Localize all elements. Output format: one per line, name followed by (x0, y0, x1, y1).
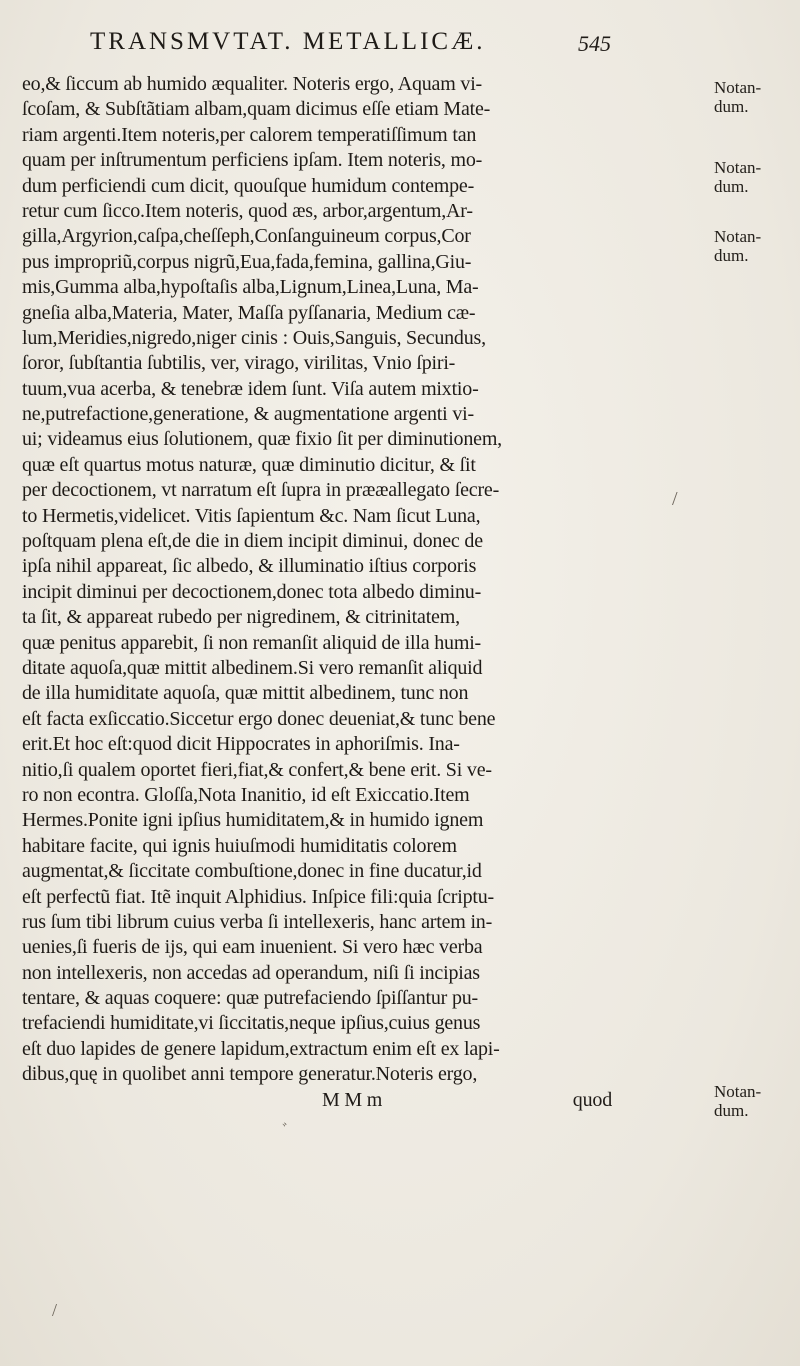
text-line: ipſa nihil appareat, ſic albedo, & illuminatio iſtius corporis (22, 555, 477, 578)
margin-note: Notan- dum. (714, 1082, 762, 1120)
text-line: to Hermetis,videlicet. Vitis ſapientum &c. Nam ſicut Luna, (22, 504, 481, 527)
text-line: dibus,quę in quolibet anni tempore generatur.Noteris ergo, (22, 1063, 478, 1086)
running-title: TRANSMVTAT. METALLICÆ. (90, 28, 486, 55)
page-number: 545 (578, 31, 611, 56)
text-line: ſcoſam, & Subſtãtiam albam,quam dicimus eſſe etiam Mate- (22, 98, 491, 121)
text-line: quæ eſt quartus motus naturæ, quæ diminutio dicitur, & ſit (22, 453, 476, 476)
text-line: eſt duo lapides de genere lapidum,extractum enim eſt ex lapi- (22, 1037, 500, 1060)
text-line: ſoror, ſubſtantia ſubtilis, ver, virago, virilitas, Vnio ſpiri- (22, 352, 456, 375)
signature-mark: M M m (322, 1088, 383, 1111)
text-line: riam argenti.Item noteris,per calorem temperatiſſimum tan (22, 123, 477, 146)
text-line: quam per inſtrumentum perficiens ipſam. Item noteris, mo- (22, 149, 483, 172)
text-line: tentare, & aquas coquere: quæ putrefaciendo ſpiſſantur pu- (22, 987, 479, 1010)
text-line: rus ſum tibi librum cuius verba ſi intellexeris, hanc artem in- (22, 910, 493, 933)
stray-mark: ﾞ (282, 1123, 291, 1140)
text-line: ro non econtra. Gloſſa,Nota Inanitio, id eſt Exiccatio.Item (22, 783, 470, 806)
text-line: retur cum ſicco.Item noteris, quod æs, arbor,argentum,Ar- (22, 199, 473, 222)
catchword: quod (572, 1088, 612, 1111)
body-text (22, 72, 652, 1113)
text-line: Hermes.Ponite igni ipſius humiditatem,& in humido ignem (22, 809, 484, 832)
text-line: gilla,Argyrion,caſpa,cheſſeph,Conſanguineum corpus,Cor (22, 225, 471, 248)
text-line: eſt facta exſiccatio.Siccetur ergo donec deueniat,& tunc bene (22, 707, 496, 730)
text-line: habitare facite, qui ignis huiuſmodi humiditatis colorem (22, 834, 457, 857)
text-line: uenies,ſi fueris de ijs, qui eam inuenient. Si vero hæc verba (22, 936, 483, 959)
text-line: per decoctionem, vt narratum eſt ſupra in prææallegato ſecre- (22, 479, 500, 502)
text-line: ne,putrefactione,generatione, & augmentatione argenti vi- (22, 403, 474, 426)
text-line: augmentat,& ſiccitate combuſtione,donec in fine ducatur,id (22, 860, 482, 883)
margin-note: Notan- dum. (714, 158, 762, 196)
text-line: dum perficiendi cum dicit, quouſque humidum contempe- (22, 174, 475, 197)
text-line: tuum,vua acerba, & tenebræ idem ſunt. Viſa autem mixtio- (22, 377, 479, 400)
stray-mark: / (672, 488, 678, 510)
text-line: trefaciendi humiditate,vi ſiccitatis,neque ipſius,cuius genus (22, 1012, 481, 1035)
text-line: ditate aquoſa,quæ mittit albedinem.Si vero remanſit aliquid (22, 656, 483, 679)
stray-mark: / (52, 1300, 58, 1320)
signature-line (22, 1088, 652, 1113)
text-line: lum,Meridies,nigredo,niger cinis : Ouis,Sanguis, Secundus, (22, 326, 486, 349)
text-line: de illa humiditate aquoſa, quæ mittit albedinem, tunc non (22, 682, 469, 705)
text-line: ta ſit, & appareat rubedo per nigredinem, & citrinitatem, (22, 606, 460, 629)
text-line: mis,Gumma alba,hypoſtaſis alba,Lignum,Linea,Luna, Ma- (22, 276, 479, 299)
running-head (90, 18, 780, 62)
text-line: non intellexeris, non accedas ad operandum, niſi ſi incipias (22, 961, 480, 984)
text-line: pus impropriũ,corpus nigrũ,Eua,fada,femina, gallina,Giu- (22, 250, 472, 273)
margin-note: Notan- dum. (714, 227, 762, 265)
text-line: eſt perfectũ fiat. Itẽ inquit Alphidius. Inſpice fili:quia ſcriptu- (22, 885, 495, 908)
text-line: quæ penitus apparebit, ſi non remanſit aliquid de illa humi- (22, 631, 482, 654)
text-line: nitio,ſi qualem oportet fieri,fiat,& confert,& bene erit. Si ve- (22, 758, 492, 781)
margin-note: Notan- dum. (714, 78, 762, 116)
text-line: eo,& ſiccum ab humido æqualiter. Noteris ergo, Aquam vi- (22, 73, 483, 95)
text-line: erit.Et hoc eſt:quod dicit Hippocrates in aphoriſmis. Ina- (22, 733, 460, 756)
text-line: incipit diminui per decoctionem,donec tota albedo diminu- (22, 580, 482, 603)
text-line: ui; videamus eius ſolutionem, quæ fixio ſit per diminutionem, (22, 428, 502, 451)
text-line: poſtquam plena eſt,de die in diem incipit diminui, donec de (22, 530, 483, 553)
text-line: gneſia alba,Materia, Mater, Maſſa pyſſanaria, Medium cæ- (22, 301, 476, 324)
